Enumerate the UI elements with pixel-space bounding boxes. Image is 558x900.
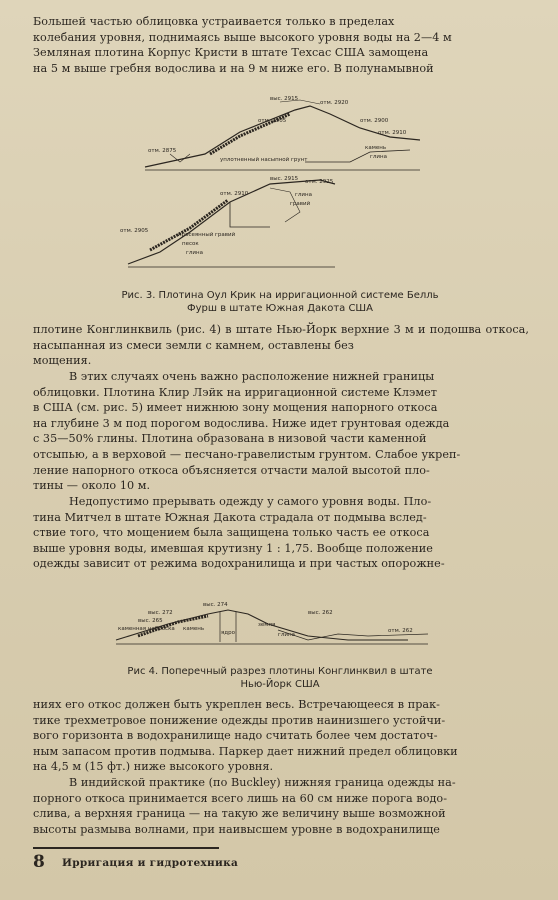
figure-4 [108, 600, 438, 650]
page-number: 8 [33, 852, 45, 872]
figure-4-drawing [108, 600, 438, 650]
figure-3-label: гравий [290, 201, 311, 207]
figure-4-label: выс. 272 [148, 610, 173, 616]
figure-3-label: отм. 2905 [120, 228, 149, 234]
running-head: Ирригация и гидротехника [62, 857, 239, 869]
figure-3-drawing [120, 92, 440, 277]
figure-4-label: ядро [221, 630, 235, 636]
paragraph-6: В индийской практике (по Buckley) нижняя граница одежды на- порного откоса принимается всего лишь на 60 см ниже порога водо- слива, а верхняя граница — на такую же величину выше возможной высоты размыва волнами, при наивысшем уровне в водохранилище [33, 776, 456, 836]
paragraph-2: плотине Конглинквиль (рис. 4) в штате Нью-Йорк верхние 3 м и подошва откоса, насыпанная из смеси земли с камнем, оставлены без мощения. [33, 323, 529, 368]
figure-3-label: выс. 2915 [270, 176, 299, 182]
figure-3-label: отм. 2910 [220, 191, 249, 197]
paragraph-1: Большей частью облицовка устраивается только в пределах колебания уровня, поднимаясь выше высокого уровня воды на 2—4 м Земляная плотина Корпус Кристи в штате Техсас США замощена на 5 м выше гребня водослива и на 9 м ниже его. В полунамывной [33, 15, 452, 75]
figure-3-label: глина [295, 192, 312, 198]
figure-3-label: глина [370, 154, 387, 160]
figure-3-label: камень [365, 145, 387, 151]
figure-3-label: просеянный гравий [178, 232, 236, 238]
figure-4-label: глина [278, 632, 295, 638]
figure-4-label: каменная наброска [118, 626, 175, 632]
figure-3-label: уплотненный насыпной грунт [220, 157, 308, 163]
figure-4-label: выс. 262 [308, 610, 333, 616]
figure-3-label: глина [186, 250, 203, 256]
figure-3-label: песок [182, 241, 199, 247]
figure-3-label: отм. 2925 [305, 179, 334, 185]
paragraph-3: В этих случаях очень важно расположение нижней границы облицовки. Плотина Клир Лэйк на ирригационной системе Клэмет в США (см. рис. 5) имеет нижнюю зону мощения напорного откоса на глубине 3 м под порогом водослива. Ниже идет грунтовая одежда с 35—50% глины. Плотина образована в низовой части каменной отсыпью, а в верховой — песчано-гравелистым грунтом. Слабое укреп- ление напорного откоса объясняется отчасти малой высотой пло- тины — около 10 м. [33, 370, 461, 493]
figure-4-label: земля [258, 622, 276, 628]
figure-3-label: отм. 2875 [148, 148, 177, 154]
figure-3-label: отм. 2920 [320, 100, 349, 106]
figure-4-label: отм. 262 [388, 628, 413, 634]
figure-4-caption: Рис 4. Поперечный разрез плотины Конглинквил в штате Нью-Йорк США [127, 666, 433, 690]
figure-4-label: выс. 274 [203, 602, 228, 608]
figure-3 [120, 92, 440, 277]
figure-4-label: камень [183, 626, 205, 632]
paragraph-4: Недопустимо прерывать одежду у самого уровня воды. Пло- тина Митчел в штате Южная Дакота страдала от подмыва вслед- ствие того, что мощением была защищена только часть ее откоса выше уровня воды, имевшая крутизну 1 : 1,75. Вообще положение одежды зависит от режима водохранилища и при частых опорожне- [33, 495, 445, 571]
figure-3-label: отм. 2910 [378, 130, 407, 136]
figure-3-label: отм. 2905 [258, 118, 287, 124]
figure-3-label: отм. 2900 [360, 118, 389, 124]
figure-3-label: выс. 2915 [270, 96, 299, 102]
figure-4-label: выс. 265 [138, 618, 163, 624]
figure-3-caption: Рис. 3. Плотина Оул Крик на ирригационной системе Белль Фурш в штате Южная Дакота США [121, 290, 439, 314]
paragraph-5: ниях его откос должен быть укреплен весь. Встречающееся в прак- тике трехметровое понижение одежды против наинизшего устойчи- вого горизонта в водохранилище надо считать более чем достаточ- ным запасом против подмыва. Паркер дает нижний предел облицовки на 4,5 м (15 фт.) ниже высокого уровня. [33, 698, 458, 774]
footer-rule [33, 847, 219, 849]
